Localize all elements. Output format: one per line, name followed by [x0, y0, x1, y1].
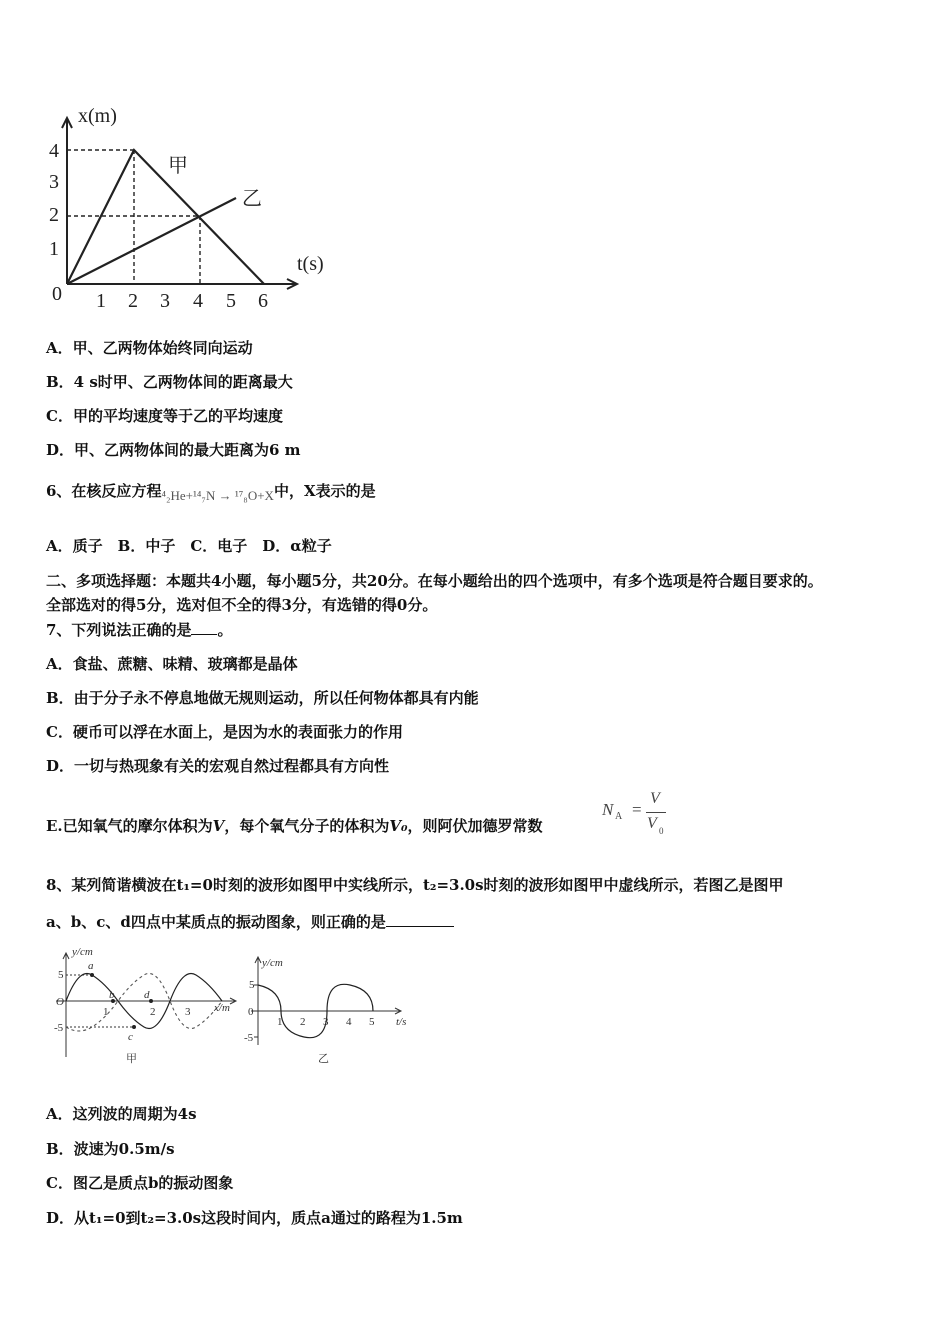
- q8-stem-line2: [46, 911, 454, 932]
- q6-prefix: 6、在核反应方程: [46, 482, 162, 500]
- formula-n: N: [602, 800, 614, 819]
- q7e-v: V: [212, 817, 225, 835]
- jia-x-tick-3: 3: [185, 1006, 191, 1018]
- jia-y-neg: -5: [54, 1022, 64, 1034]
- q8-stem-line1: 8、某列简谐横波在t₁=0时刻的波形如图甲中实线所示，t₂=3.0s时刻的波形如图甲中虚线所示，若图乙是图甲: [46, 876, 784, 894]
- jia-point-d: d: [144, 989, 150, 1001]
- avogadro-formula: [602, 790, 672, 838]
- q8-option-c: C．图乙是质点b的振动图象: [46, 1174, 234, 1192]
- q6-stem: [46, 480, 376, 504]
- x-tick-1: 1: [96, 290, 106, 312]
- yi-x-label: t/s: [396, 1016, 407, 1028]
- y-tick-3: 3: [49, 171, 59, 193]
- yi-x-tick-4: 4: [346, 1016, 352, 1028]
- q8-answer-blank: [386, 912, 454, 927]
- yi-origin: 0: [248, 1006, 254, 1018]
- jia-point-a: a: [88, 960, 94, 972]
- yi-y-pos: 5: [249, 979, 255, 991]
- q7-stem-end: 。: [217, 621, 233, 639]
- yi-x-tick-5: 5: [369, 1016, 375, 1028]
- section2-line1: 二、多项选择题：本题共4小题，每小题5分，共20分。在每小题给出的四个选项中，有多个选项是符合题目要求的。: [46, 572, 823, 590]
- wave-figures: [46, 945, 426, 1080]
- q5-option-c: C．甲的平均速度等于乙的平均速度: [46, 407, 283, 425]
- jia-x-tick-2: 2: [150, 1006, 156, 1018]
- jia-x-label: x/m: [214, 1002, 230, 1014]
- yi-y-label: y/cm: [262, 957, 283, 969]
- x-axis-label: t(s): [297, 253, 324, 275]
- jia-x-tick-1: 1: [103, 1006, 109, 1018]
- x-tick-3: 3: [160, 290, 170, 312]
- q6-formula: ⁴₂He+¹⁴₇N → ¹⁷₈O+X: [161, 488, 274, 503]
- formula-numerator: V: [650, 790, 660, 807]
- xt-graph: [40, 100, 340, 315]
- section2-line2: 全部选对的得5分，选对但不全的得3分，有选错的得0分。: [46, 596, 438, 614]
- q7e-prefix: E.已知氧气的摩尔体积为: [46, 817, 213, 835]
- line-yi: [67, 198, 236, 284]
- q8-option-b: B．波速为0.5m/s: [46, 1140, 175, 1158]
- x-tick-4: 4: [193, 290, 203, 312]
- y-axis-label: x(m): [78, 105, 117, 127]
- q8-stem-text: a、b、c、d四点中某质点的振动图象，则正确的是: [46, 913, 386, 931]
- x-tick-2: 2: [128, 290, 138, 312]
- q7-option-d: D．一切与热现象有关的宏观自然过程都具有方向性: [46, 757, 390, 775]
- jia-point-c: c: [128, 1031, 133, 1043]
- q7-stem: [46, 619, 232, 640]
- yi-caption: 乙: [318, 1053, 329, 1065]
- y-tick-1: 1: [49, 238, 59, 260]
- x-tick-6: 6: [258, 290, 268, 312]
- q8-option-d: D．从t₁=0到t₂=3.0s这段时间内，质点a通过的路程为1.5m: [46, 1209, 463, 1227]
- q7-option-a: A．食盐、蔗糖、味精、玻璃都是晶体: [46, 655, 298, 673]
- q6-suffix: 中，X表示的是: [273, 482, 376, 500]
- label-yi: 乙: [242, 188, 262, 210]
- formula-eq: =: [632, 800, 642, 819]
- q5-option-d: D．甲、乙两物体间的最大距离为6 m: [46, 441, 301, 459]
- yi-x-tick-1: 1: [277, 1016, 283, 1028]
- q7e-suffix: ，则阿伏加德罗常数: [407, 817, 543, 835]
- q7-option-c: C．硬币可以浮在水面上，是因为水的表面张力的作用: [46, 723, 403, 741]
- jia-point-b: b: [109, 989, 115, 1001]
- label-jia: 甲: [168, 155, 188, 177]
- formula-n-sub: A: [615, 811, 623, 822]
- jia-dashed-wave: [66, 973, 222, 1031]
- q7-option-b: B．由于分子永不停息地做无规则运动，所以任何物体都具有内能: [46, 689, 479, 707]
- jia-y-label: y/cm: [72, 946, 93, 958]
- yi-y-neg: -5: [244, 1032, 254, 1044]
- q7-option-e: [46, 815, 543, 836]
- x-tick-5: 5: [226, 290, 236, 312]
- q8-option-a: A．这列波的周期为4s: [46, 1105, 197, 1123]
- line-jia: [67, 150, 264, 284]
- q5-option-b: B．4 s时甲、乙两物体间的距离最大: [46, 373, 293, 391]
- y-tick-2: 2: [49, 204, 59, 226]
- q7e-mid: ，每个氧气分子的体积为: [224, 817, 390, 835]
- q7-answer-blank: [191, 620, 217, 635]
- formula-den-sub: 0: [659, 826, 664, 836]
- origin-label: 0: [52, 283, 62, 305]
- q7e-v0: V₀: [389, 817, 408, 835]
- jia-y-pos: 5: [58, 969, 64, 981]
- y-tick-4: 4: [49, 140, 59, 162]
- yi-x-tick-2: 2: [300, 1016, 306, 1028]
- yi-x-tick-3: 3: [323, 1016, 329, 1028]
- formula-fraction-bar: [646, 812, 666, 813]
- jia-origin: O: [56, 996, 64, 1008]
- formula-denominator: V: [647, 815, 657, 832]
- jia-caption: 甲: [126, 1053, 137, 1065]
- q5-option-a: A．甲、乙两物体始终同向运动: [46, 339, 253, 357]
- q6-options: A．质子 B．中子 C．电子 D．α粒子: [46, 537, 332, 555]
- q7-stem-text: 7、下列说法正确的是: [46, 621, 192, 639]
